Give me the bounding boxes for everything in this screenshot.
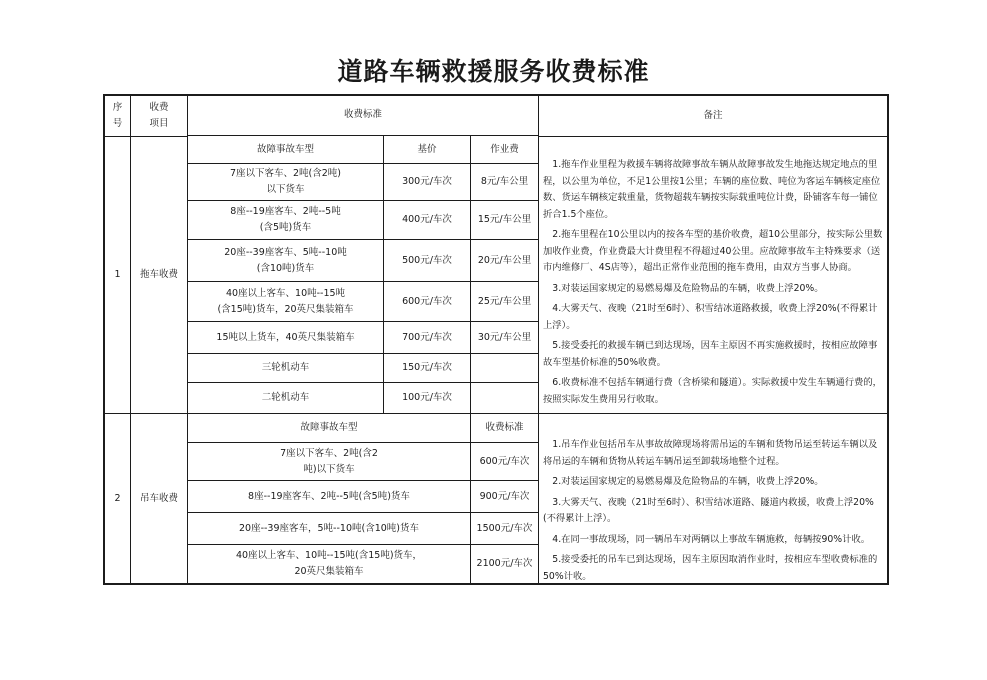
header-seq-line1: 序 (112, 101, 123, 113)
table-cell-work: 15元/车公里 (477, 214, 532, 225)
table-cell-type (188, 240, 383, 281)
table-cell-work: 8元/车公里 (480, 176, 529, 187)
note-item: 2.拖车里程在10公里以内的按各车型的基价收费，超10公里部分，按实际公里数加收作业费，作业费最大计费里程不得超过40公里。应故障事故车主特殊要求（送市内维修厂、4S店等），超出正常作业范围的拖车费用，由双方当事人协商。 (543, 229, 883, 273)
table-cell-type (188, 443, 470, 480)
note-item: 2.对装运国家规定的易燃易爆及危险物品的车辆，收费上浮20%。 (552, 476, 824, 487)
table-cell-work: 30元/车公里 (477, 331, 532, 343)
note-item: 3.对装运国家规定的易燃易爆及危险物品的车辆，收费上浮20%。 (552, 282, 824, 294)
note-item: 4.大雾天气、夜晚（21时至6时）、积雪结冰道路救援，收费上浮20%(不得累计上浮）。 (543, 303, 878, 331)
table-cell-base: 600元/车次 (402, 295, 452, 307)
note-item: 1.吊车作业包括吊车从事故故障现场将需吊运的车辆和货物吊运至转运车辆以及将吊运的车辆和货物从转运车辆吊运至卸载场地整个过程。 (543, 439, 878, 467)
table-cell-type (188, 282, 383, 321)
crane-seq: 2 (114, 492, 121, 504)
table-cell-type (188, 545, 470, 583)
table-cell-base: 500元/车次 (402, 254, 452, 266)
note-item: 4.在同一事故现场，同一辆吊车对两辆以上事故车辆施救，每辆按90%计收。 (552, 533, 871, 545)
table-cell-type: 20座--39座客车，5吨--10吨(含10吨)货车 (238, 522, 420, 534)
towing-seq: 1 (114, 268, 121, 280)
note-item: 5.接受委托的吊车已到达现场，因车主原因取消作业时，按相应车型收费标准的50%计收。 (543, 554, 878, 582)
type-line: (含10吨)货车 (256, 262, 315, 274)
header-item-line2: 项目 (149, 117, 169, 129)
table-border-right (887, 94, 889, 585)
header-item-line1: 收费 (149, 101, 169, 113)
header-remarks: 备注 (703, 109, 723, 121)
table-cell-type (188, 164, 383, 200)
type-line: 7座以下客车、2吨(含2 (280, 447, 378, 459)
crane-col-type: 故障事故车型 (300, 422, 358, 433)
table-cell-work (471, 354, 538, 382)
table-cell-base: 100元/车次 (402, 392, 452, 403)
towing-col-base: 基价 (417, 143, 437, 155)
type-line: 40座以上客车、10吨--15吨(含15吨)货车， (235, 550, 423, 561)
table-cell-work (471, 383, 538, 413)
towing-col-work: 作业费 (490, 143, 519, 155)
table-cell-work: 20元/车公里 (477, 254, 532, 266)
table-cell-type: 8座--19座客车、2吨--5吨(含5吨)货车 (248, 490, 410, 502)
note-item: 6.收费标准不包括车辆通行费（含桥梁和隧道）。实际救援中发生车辆通行费的，按照实际发生费用另行收取。 (543, 377, 882, 405)
towing-col-type: 故障事故车型 (256, 143, 314, 155)
table-cell-fee: 600元/车次 (479, 455, 530, 467)
table-cell-type (188, 201, 383, 239)
rule (538, 136, 889, 137)
page-title: 道路车辆救援服务收费标准 (337, 57, 650, 86)
note-item: 3.大雾天气、夜晚（21时至6时）、积雪结冰道路、隧道内救援，收费上浮20%(不得累计上浮）。 (543, 496, 874, 524)
type-line: (含15吨)货车，20英尺集装箱车 (217, 303, 354, 315)
towing-notes (543, 157, 883, 412)
type-line: 7座以下客车、2吨(含2吨) (229, 168, 342, 179)
type-line: 以下货车 (266, 184, 305, 195)
table-cell-base: 400元/车次 (402, 214, 452, 225)
type-line: 8座--19座客车、2吨--5吨 (230, 206, 341, 217)
table-cell-base: 150元/车次 (402, 362, 452, 373)
header-seq (104, 95, 131, 136)
crane-name: 吊车收费 (139, 492, 178, 504)
table-cell-fee: 2100元/车次 (476, 558, 533, 569)
note-item: 1.拖车作业里程为救援车辆将故障事故车辆从故障事故发生地拖达规定地点的里程，以公里为单位，不足1公里按1公里；车辆的座位数、吨位为客运车辆核定座位数、货运车辆核定载重量，货物超载车辆按实际载重吨位计费，卧铺客车每一铺位折合1.5个座位。 (543, 159, 881, 220)
type-line: 40座以上客车、10吨--15吨 (225, 287, 346, 299)
header-standard: 收费标准 (343, 109, 382, 120)
header-item (131, 95, 187, 136)
type-line: 20座--39座客车、5吨--10吨 (224, 246, 347, 258)
rule (538, 94, 539, 584)
type-line: (含5吨)货车 (259, 222, 312, 233)
table-cell-type: 二轮机动车 (261, 392, 310, 403)
crane-notes (543, 437, 883, 589)
type-line: 20英尺集装箱车 (294, 566, 364, 577)
table-cell-type: 15吨以上货车，40英尺集装箱车 (216, 331, 355, 343)
crane-col-fee: 收费标准 (485, 422, 524, 433)
table-cell-type: 三轮机动车 (261, 362, 310, 373)
note-item: 5.接受委托的救援车辆已到达现场，因车主原因不再实施救援时，按相应故障事故车型基价标准的50%收费。 (543, 340, 878, 368)
table-cell-base: 700元/车次 (402, 331, 452, 343)
header-seq-line2: 号 (112, 117, 123, 129)
table-cell-fee: 1500元/车次 (476, 522, 533, 534)
table-cell-base: 300元/车次 (402, 176, 452, 187)
table-cell-fee: 900元/车次 (479, 490, 530, 502)
towing-name: 拖车收费 (139, 268, 178, 280)
type-line: 吨)以下货车 (303, 463, 355, 475)
table-cell-work: 25元/车公里 (477, 295, 532, 307)
